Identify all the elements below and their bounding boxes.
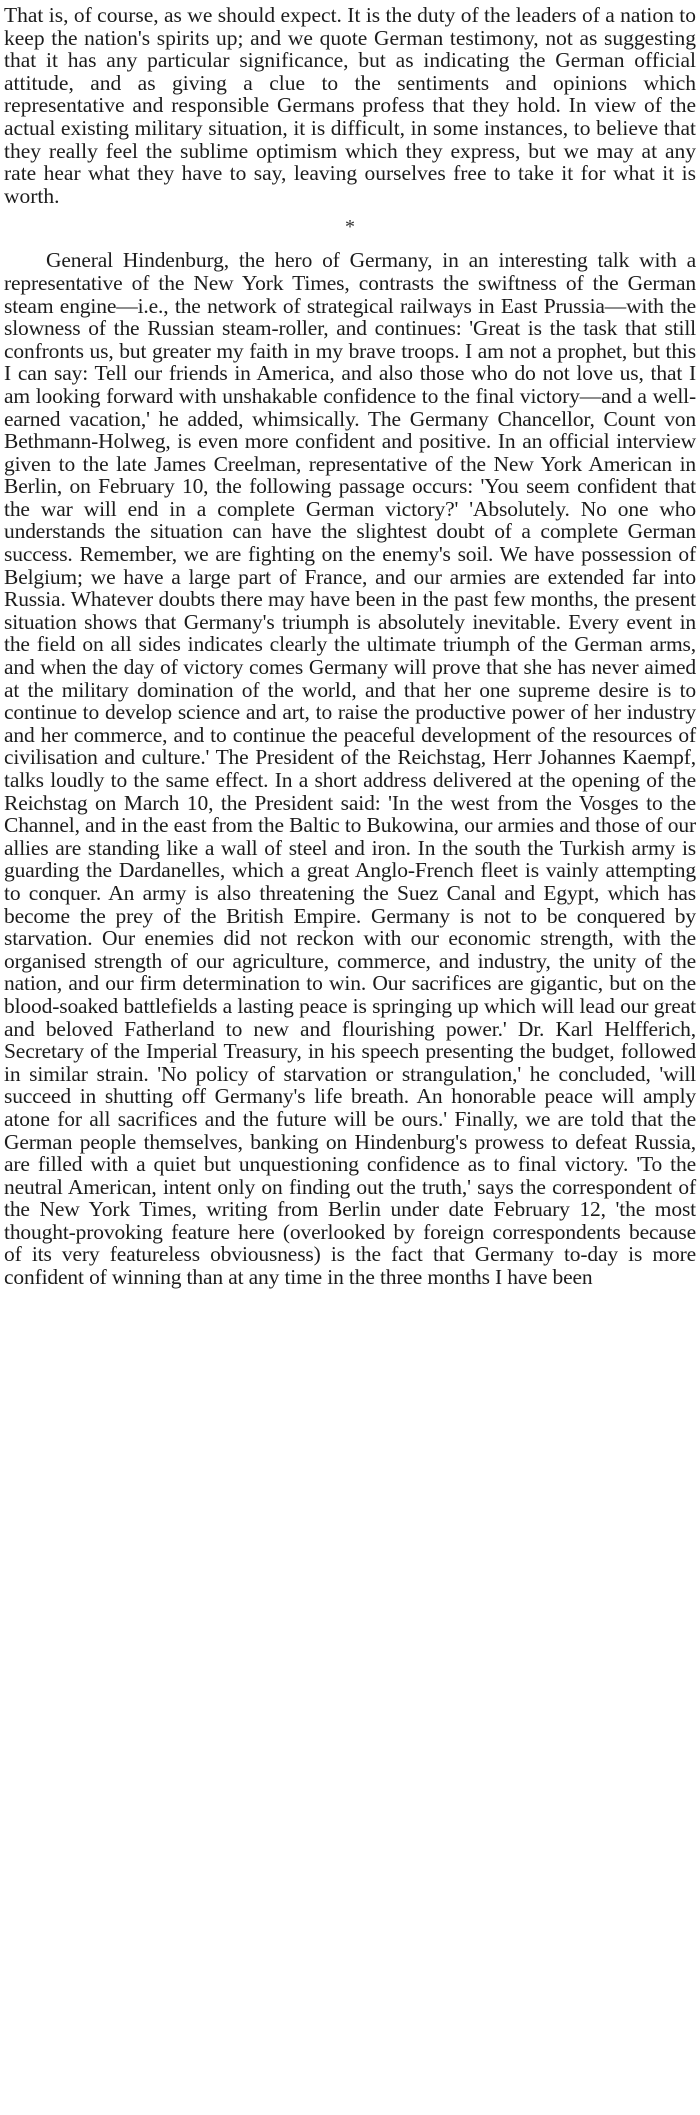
paragraph-intro: That is, of course, as we should expect. It is the duty of the leaders of a nation to keep the nation's spirits up; and we quote German testimony, not as suggesting that it has any particular significance, but as indicating the German official attitude, and as giving a clue to the sentiments and opinions which representative and responsible Germans profess that they hold. In view of the actual existing military situation, it is difficult, in some instances, to believe that they really feel the sublime optimism which they express, but we may at any rate hear what they have to say, leaving ourselves free to take it for what it is worth. xyxy=(4,3,696,208)
paragraph-hindenburg: General Hindenburg, the hero of Germany, in an interesting talk with a representative of the New York Times, contrasts the swiftness of the German steam engine—i.e., the network of strategical railways in East Prussia—with the slowness of the Russian steam-roller, and continues: 'Great is the task that still confronts us, but greater my faith in my brave troops. I am not a prophet, but this I can say: Tell our friends in America, and also those who do not love us, that I am looking forward with unshakable confidence to the final victory—and a well-earned vacation,' he added, whimsically. The Germany Chancellor, Count von Bethmann-Holweg, is even more confident and positive. In an official interview given to the late James Creelman, representative of the New York American in Berlin, on February 10, the following passage occurs: 'You seem confident that the war will end in a complete German victory?' 'Absolutely. No one who understands the situation can have the slightest doubt of a complete German success. Remember, we are fighting on the enemy's soil. We have possession of Belgium; we have a large part of France, and our armies are extended far into Russia. Whatever doubts there may have been in the past few months, the present situation shows that Germany's triumph is absolutely inevitable. Every event in the field on all sides indicates clearly the ultimate triumph of the German arms, and when the day of victory comes Germany will prove that she has never aimed at the military domination of the world, and that her one supreme desire is to continue to develop science and art, to raise the productive power of her industry and her commerce, and to continue the peaceful development of the resources of civilisation and culture.' The President of the Reichstag, Herr Johannes Kaempf, talks loudly to the same effect. In a short address delivered at the opening of the Reichstag on March 10, the President said: 'In the west from the Vosges to the Channel, and in the east from the Baltic to Bukowina, our armies and those of our allies are standing like a wall of steel and iron. In the south the Turkish army is guarding the Dardanelles, which a great Anglo-French fleet is vainly attempting to conquer. An army is also threatening the Suez Canal and Egypt, which has become the prey of the British Empire. Germany is not to be conquered by starvation. Our enemies did not reckon with our economic strength, with the organised strength of our agriculture, commerce, and industry, the unity of the nation, and our firm determination to win. Our sacrifices are gigantic, but on the blood-soaked battlefields a lasting peace is springing up which will lead our great and beloved Fatherland to new and flourishing power.' Dr. Karl Helfferich, Secretary of the Imperial Treasury, in his speech presenting the budget, followed in similar strain. 'No policy of starvation or strangulation,' he concluded, 'will succeed in shutting off Germany's life breath. An honorable peace will amply atone for all sacrifices and the future will be ours.' Finally, we are told that the German people themselves, banking on Hindenburg's prowess to defeat Russia, are filled with a quiet but unquestioning confidence as to final victory. 'To the neutral American, intent only on finding out the truth,' says the correspondent of the New York Times, writing from Berlin under date February 12, 'the most thought-provoking feature here (overlooked by foreign correspondents because of its very featureless obviousness) is the fact that Germany to-day is more confident of winning than at any time in the three months I have been xyxy=(4,248,696,1290)
section-separator: * xyxy=(345,216,355,239)
